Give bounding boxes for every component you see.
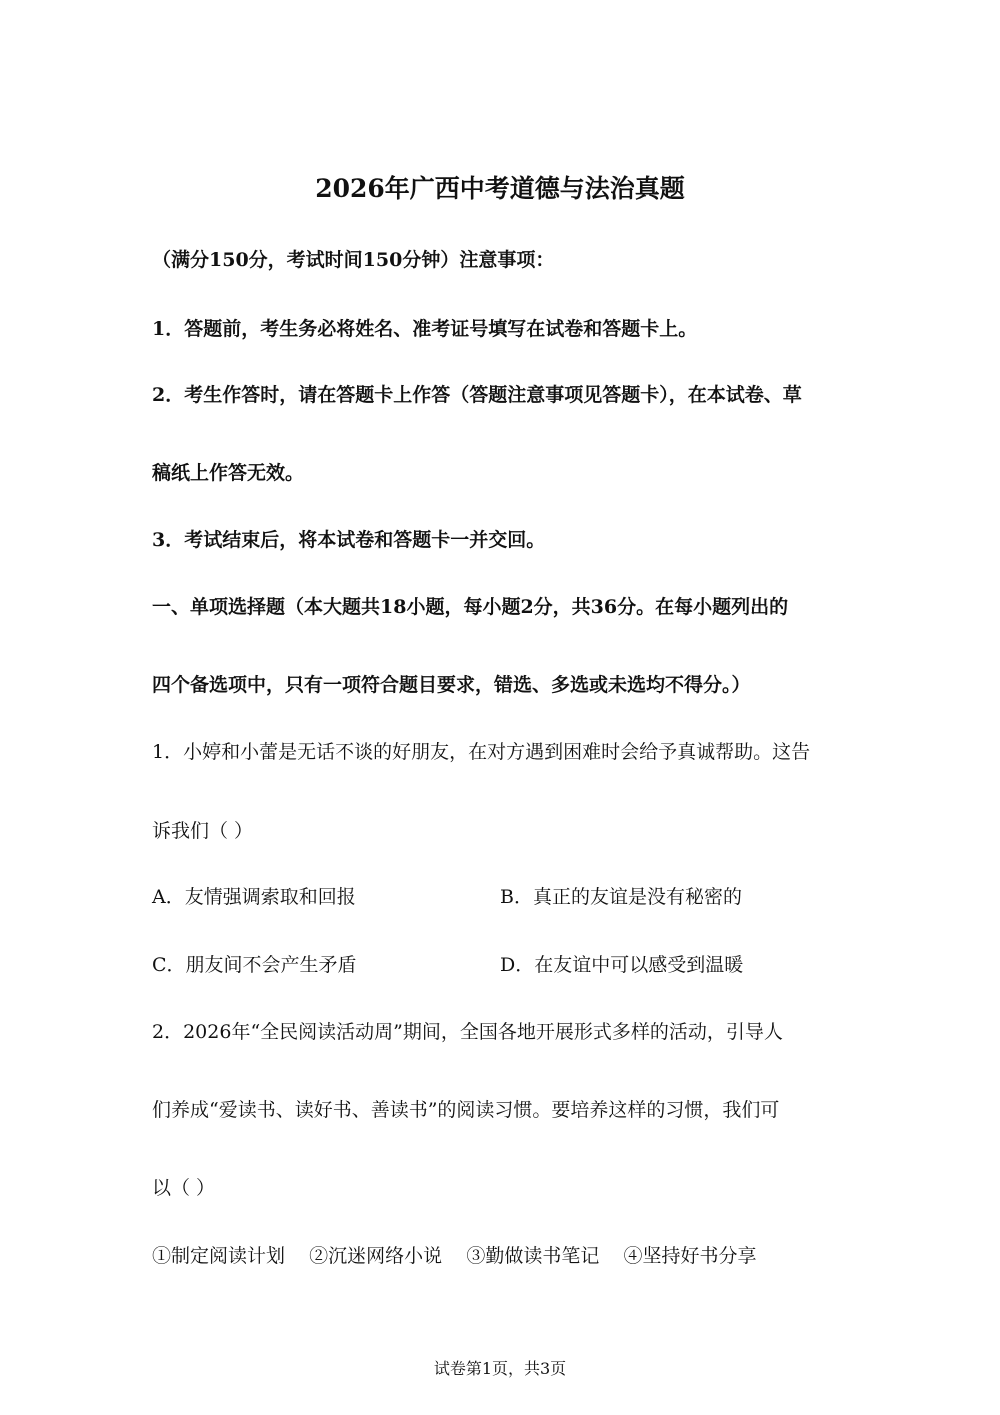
question-1-stem-continued: 诉我们（ ）: [152, 820, 254, 842]
question-1-option-c: C．朋友间不会产生矛盾: [152, 954, 357, 976]
section-heading: 一、单项选择题（本大题共18小题，每小题2分，共36分。在每小题列出的: [152, 596, 789, 618]
question-2-choices: ①制定阅读计划 ②沉迷网络小说 ③勤做读书笔记 ④坚持好书分享: [152, 1245, 757, 1267]
question-2-stem: 2．2026年“全民阅读活动周”期间，全国各地开展形式多样的活动，引导人: [152, 1021, 783, 1043]
notice-item-2-continued: 稿纸上作答无效。: [152, 462, 305, 484]
question-1-option-a: A．友情强调索取和回报: [152, 886, 356, 908]
section-heading-continued: 四个备选项中，只有一项符合题目要求，错选、多选或未选均不得分。）: [152, 674, 751, 696]
notice-header: （满分150分，考试时间150分钟）注意事项：: [152, 249, 555, 271]
notice-item-2: 2．考生作答时，请在答题卡上作答（答题注意事项见答题卡），在本试卷、草: [152, 384, 802, 406]
page-title: 2026年广西中考道德与法治真题: [315, 174, 685, 203]
notice-item-1: 1．答题前，考生务必将姓名、准考证号填写在试卷和答题卡上。: [152, 318, 698, 340]
question-2-stem-end: 以（ ）: [152, 1177, 216, 1199]
question-1-option-d: D．在友谊中可以感受到温暖: [500, 954, 744, 976]
question-1-option-b: B．真正的友谊是没有秘密的: [500, 886, 742, 908]
question-2-stem-continued: 们养成“爱读书、读好书、善读书”的阅读习惯。要培养这样的习惯，我们可: [152, 1099, 780, 1121]
question-1-stem: 1．小婷和小蕾是无话不谈的好朋友，在对方遇到困难时会给予真诚帮助。这告: [152, 741, 811, 763]
notice-item-3: 3．考试结束后，将本试卷和答题卡一并交回。: [152, 529, 546, 551]
page-footer: 试卷第1页，共3页: [433, 1359, 567, 1378]
